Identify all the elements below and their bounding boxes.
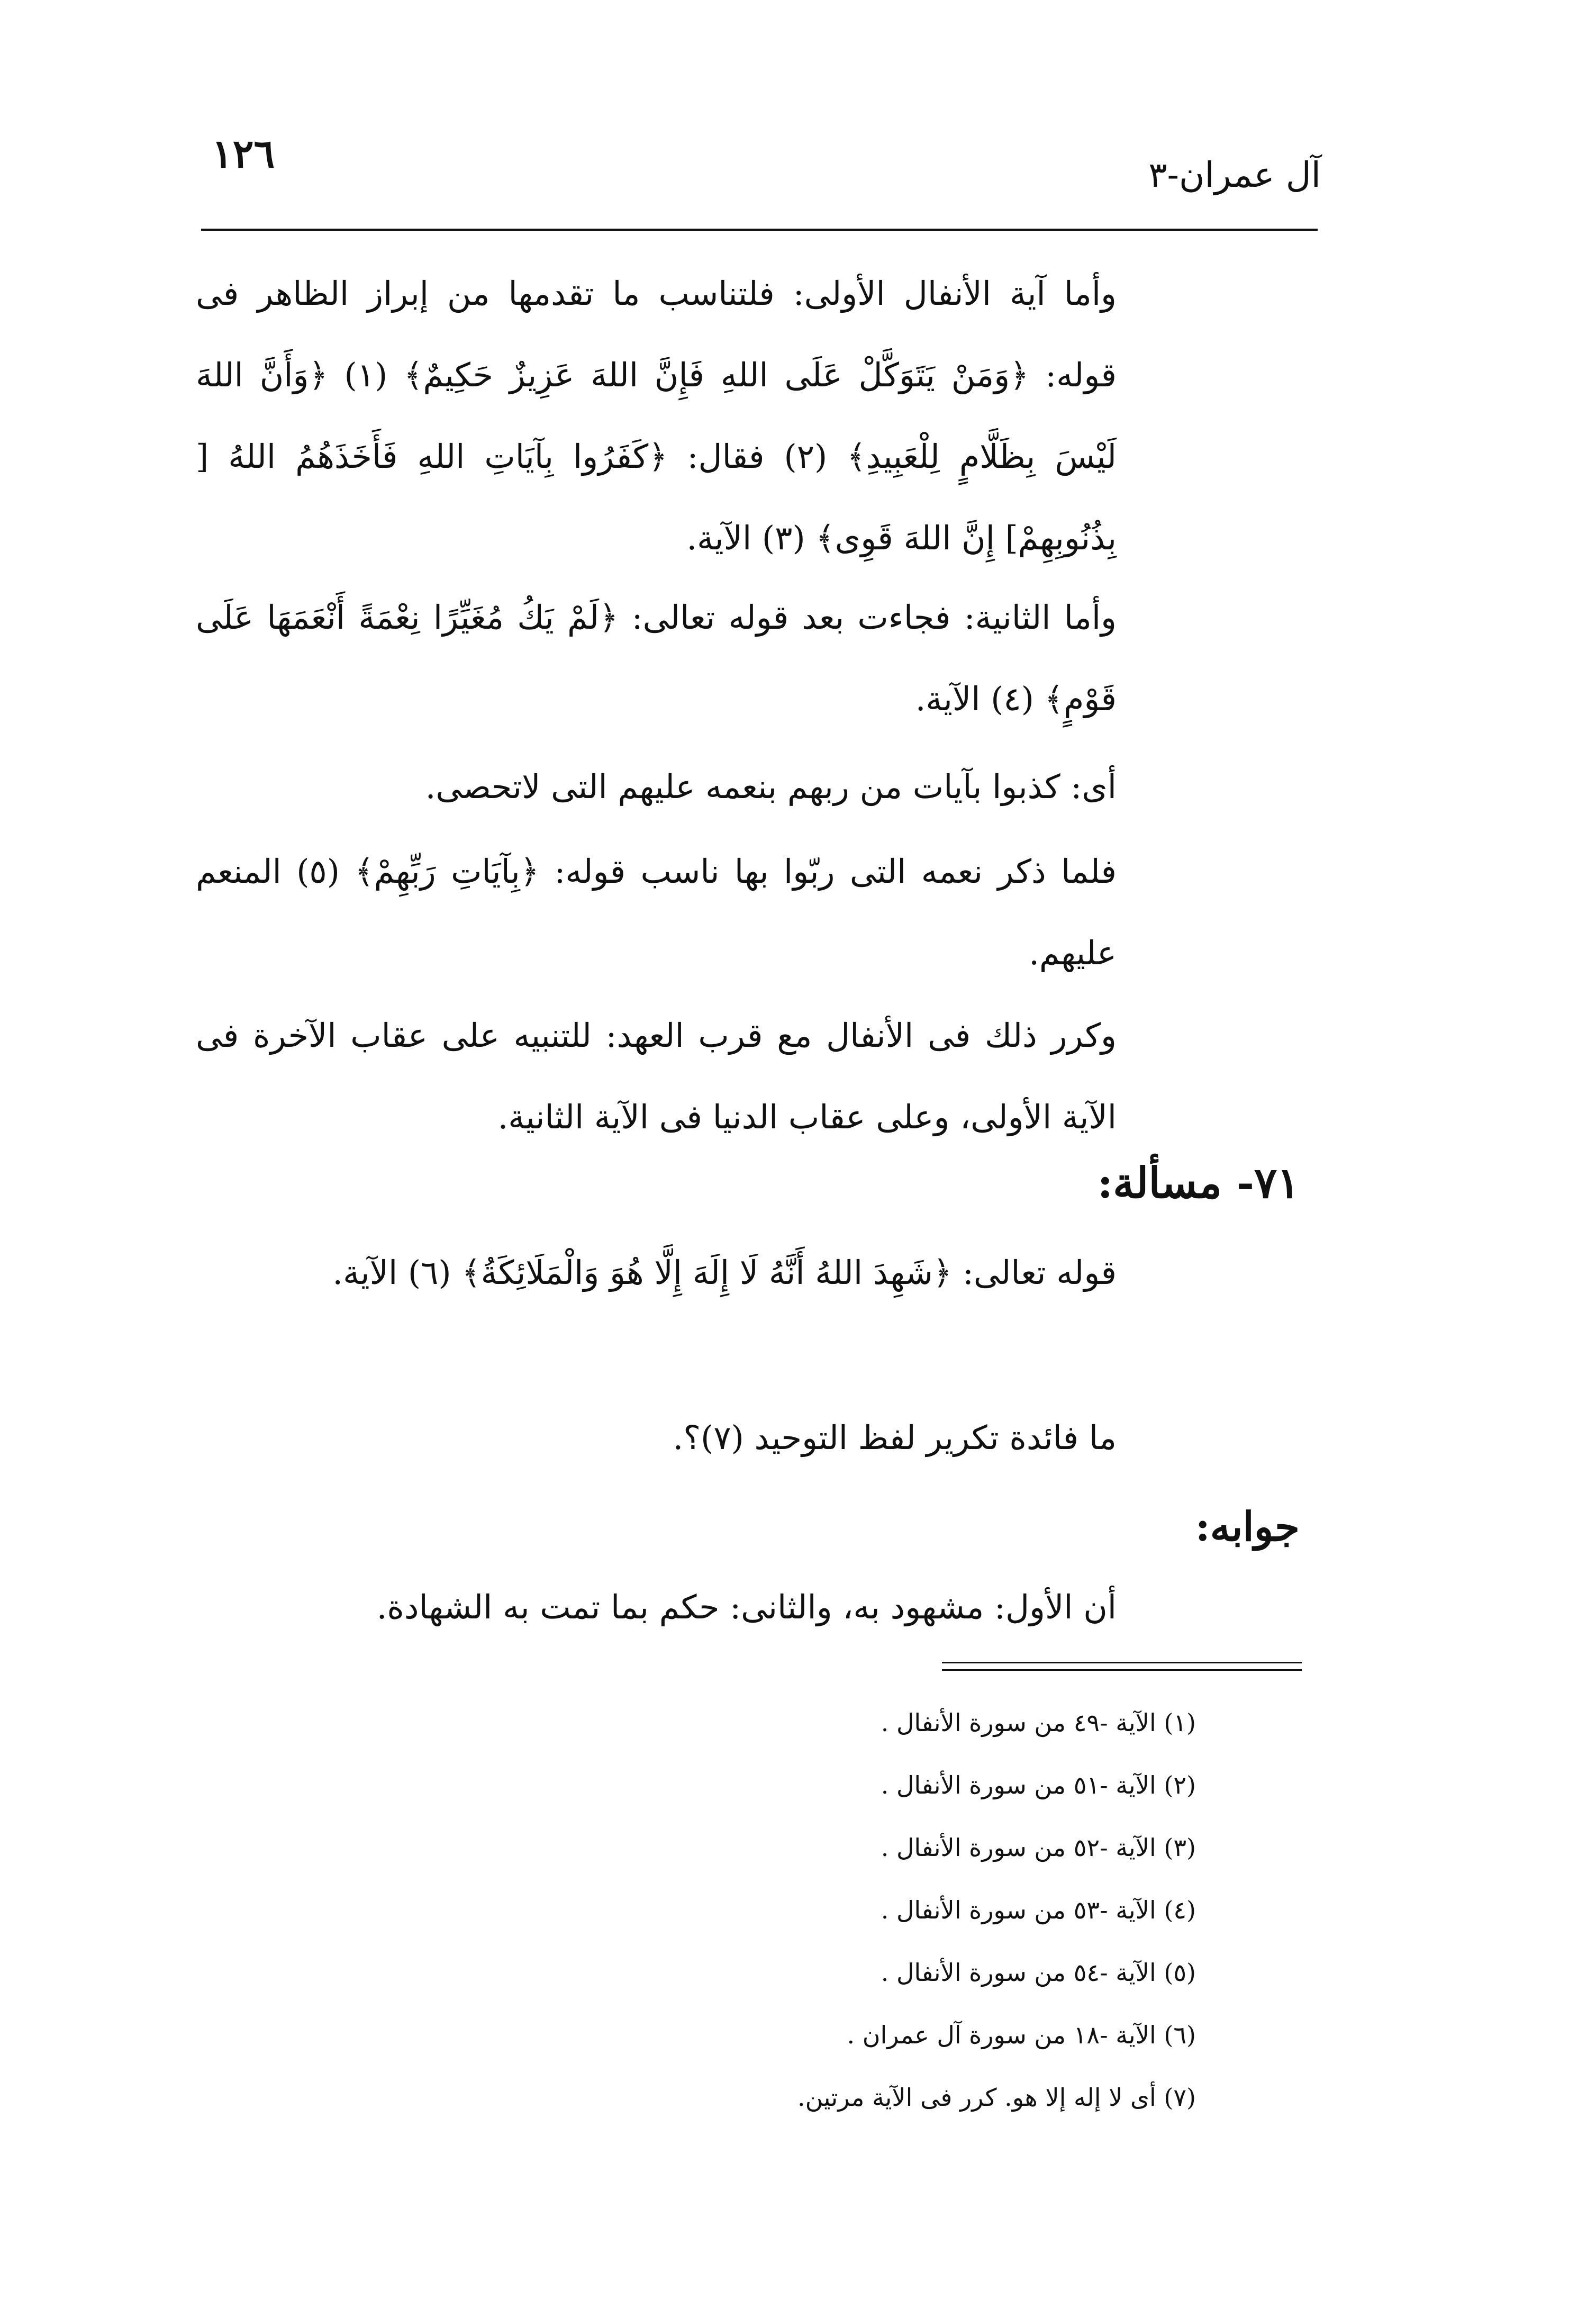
paragraph-anfal-second: وأما الثانية: فجاءت بعد قوله تعالى: ﴿لَمْ يَكُ مُغَيِّرًا نِعْمَةً أَنْعَمَهَا عَلَى قَوْمٍ﴾ (٤) الآية. — [196, 598, 1117, 718]
question-heading: ٧١- مسألة: — [1097, 1158, 1300, 1208]
footnote-item: (١) الآية -٤٩ من سورة الأنفال . — [881, 1708, 1196, 1737]
running-title: آل عمران-٣ — [1148, 155, 1321, 195]
paragraph-question: ما فائدة تكرير لفظ التوحيد (٧)؟. — [673, 1418, 1117, 1457]
footnote-item: (٧) أى لا إله إلا هو. كرر فى الآية مرتين. — [797, 2083, 1196, 2112]
footnote-divider — [942, 1662, 1302, 1663]
answer-heading: جوابه: — [1195, 1503, 1300, 1550]
paragraph-anfal-first: وأما آية الأنفال الأولى: فلتناسب ما تقدمها من إبراز الظاهر فى قوله: ﴿وَمَنْ يَتَوَكَّلْ عَلَى اللهِ فَإِنَّ اللهَ عَزِيزٌ حَكِيمٌ﴾ (١) ﴿وَأَنَّ اللهَ لَيْسَ بِظَلَّامٍ لِلْعَبِيدِ﴾ (٢) فقال: ﴿كَفَرُوا بِآيَاتِ اللهِ فَأَخَذَهُمُ اللهُ [ بِذُنُوبِهِمْ] إِنَّ اللهَ قَوِى﴾ (٣) الآية. — [196, 274, 1117, 557]
footnote-divider-second — [942, 1669, 1302, 1671]
page-number: ١٢٦ — [212, 131, 275, 177]
footnote-item: (٥) الآية -٥٤ من سورة الأنفال . — [881, 1958, 1196, 1987]
paragraph-answer: أن الأول: مشهود به، والثانى: حكم بما تمت به الشهادة. — [376, 1588, 1117, 1626]
footnote-item: (٦) الآية -١٨ من سورة آل عمران . — [847, 2021, 1196, 2049]
footnote-item: (٢) الآية -٥١ من سورة الأنفال . — [881, 1771, 1196, 1799]
footnotes — [243, 1691, 1196, 2129]
paragraph-verse: قوله تعالى: ﴿شَهِدَ اللهُ أَنَّهُ لَا إِلَهَ إِلَّا هُوَ وَالْمَلَائِكَةُ﴾ (٦) الآية. — [332, 1253, 1117, 1292]
paragraph-repetition: وكرر ذلك فى الأنفال مع قرب العهد: للتنبيه على عقاب الآخرة فى الآية الأولى، وعلى عقاب الدنيا فى الآية الثانية. — [196, 1016, 1117, 1136]
footnote-item: (٤) الآية -٥٣ من سورة الأنفال . — [881, 1896, 1196, 1924]
paragraph-blessings: فلما ذكر نعمه التى ربّوا بها ناسب قوله: ﴿بِآيَاتِ رَبِّهِمْ﴾ (٥) المنعم عليهم. — [196, 852, 1117, 972]
paragraph-explanation: أى: كذبوا بآيات من ربهم بنعمه عليهم التى لاتحصى. — [425, 767, 1117, 806]
footnote-item: (٣) الآية -٥٢ من سورة الأنفال . — [881, 1833, 1196, 1862]
header-rule — [201, 229, 1318, 231]
